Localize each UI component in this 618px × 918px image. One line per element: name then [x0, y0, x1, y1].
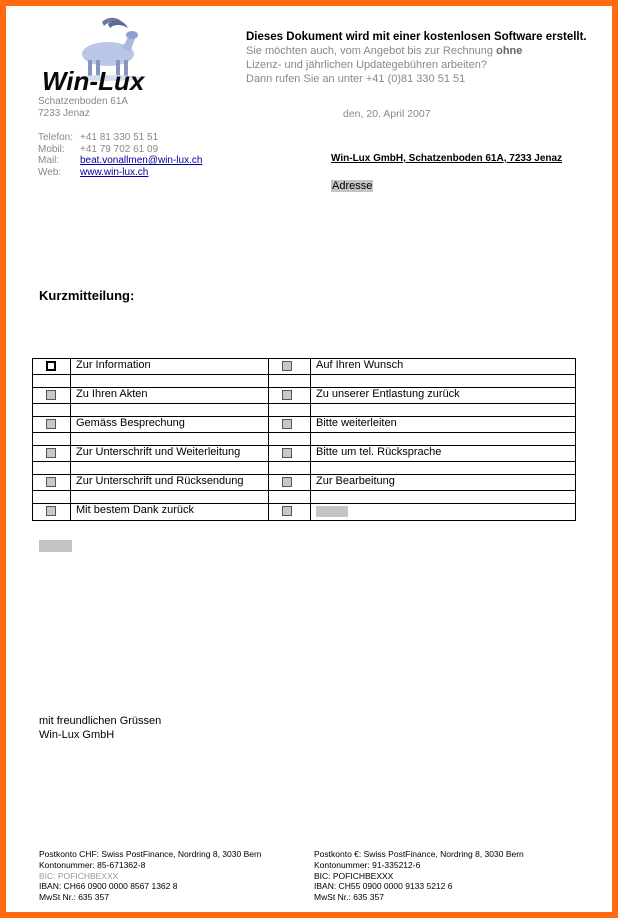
checkbox-cell — [269, 359, 311, 375]
checklist-label-left: Zur Unterschrift und Weiterleitung — [71, 446, 269, 462]
promo-line-3: Dann rufen Sie an unter +41 (0)81 330 51 51 — [246, 73, 466, 85]
logo-text: Win-Lux — [42, 66, 145, 96]
contact-label: Web: — [38, 166, 62, 178]
promo-line-2: Lizenz- und jährlichen Updategebühren arbeiten? — [246, 59, 487, 71]
return-address: Win-Lux GmbH, Schatzenboden 61A, 7233 Jenaz — [331, 153, 563, 164]
contact-block — [38, 132, 202, 178]
checkbox-cell — [269, 388, 311, 404]
contact-label: Telefon: — [38, 132, 74, 143]
checkbox-right[interactable] — [282, 477, 292, 487]
spacer-cell — [311, 491, 576, 504]
checkbox-left[interactable] — [46, 477, 56, 487]
sender-address — [38, 96, 128, 119]
contact-row-phone — [38, 132, 202, 144]
email-link[interactable]: beat.vonallmen@win-lux.ch — [80, 155, 203, 166]
contact-value: +41 79 702 61 09 — [80, 143, 159, 155]
checklist-label-left: Zu Ihren Akten — [71, 388, 269, 404]
checkbox-left[interactable] — [46, 419, 56, 429]
checkbox-cell — [33, 388, 71, 404]
checklist-spacer-row — [33, 404, 576, 417]
promo-line-1-bold: ohne — [496, 45, 523, 57]
website-link[interactable]: www.win-lux.ch — [80, 166, 149, 178]
checkbox-cell — [269, 417, 311, 433]
checklist-label-left: Zur Information — [71, 359, 269, 375]
checkbox-right[interactable] — [282, 419, 292, 429]
checklist-row — [33, 504, 576, 521]
footer-line: MwSt Nr.: 635 357 — [39, 892, 109, 903]
footer-line: BIC: POFICHBEXXX — [314, 870, 394, 881]
contact-label: Mobil: — [38, 143, 65, 155]
promo-line-1-text: Sie möchten auch, vom Angebot bis zur Rechnung — [246, 45, 494, 57]
checklist-label-left: Zur Unterschrift und Rücksendung — [71, 475, 269, 491]
document-page — [6, 6, 612, 912]
checklist-row — [33, 359, 576, 375]
checkbox-cell — [269, 504, 311, 521]
recipient-address-field[interactable]: Adresse — [332, 180, 373, 192]
checkbox-right[interactable] — [282, 390, 292, 400]
checklist-row — [33, 475, 576, 491]
checkbox-cell — [269, 475, 311, 491]
checkbox-right[interactable] — [282, 448, 292, 458]
spacer-cell — [269, 404, 311, 417]
footer-line: Postkonto €: Swiss PostFinance, Nordring 8, 3030 Bern — [314, 849, 524, 859]
checkbox-cell — [33, 446, 71, 462]
win-lux-logo — [38, 14, 198, 96]
spacer-cell — [71, 462, 269, 475]
footer-line: MwSt Nr.: 635 357 — [314, 892, 384, 903]
contact-value: +41 81 330 51 51 — [80, 132, 159, 143]
checklist-spacer-row — [33, 433, 576, 446]
checklist-row — [33, 446, 576, 462]
footer-bank-eur — [314, 849, 524, 903]
checklist-spacer-row — [33, 491, 576, 504]
spacer-cell — [33, 491, 71, 504]
checklist-label-left: Mit bestem Dank zurück — [71, 504, 269, 521]
spacer-cell — [33, 433, 71, 446]
checkbox-cell — [33, 417, 71, 433]
sender-city: 7233 Jenaz — [38, 107, 90, 119]
contact-row-web — [38, 167, 202, 179]
footer-line: BIC: POFICHBEXXX — [39, 870, 119, 881]
checkbox-cell — [33, 475, 71, 491]
spacer-cell — [71, 375, 269, 388]
checklist-spacer-row — [33, 462, 576, 475]
promo-block — [246, 30, 606, 86]
checkbox-cell — [269, 446, 311, 462]
contact-row-mobile — [38, 144, 202, 156]
checklist-label-right: Auf Ihren Wunsch — [311, 359, 576, 375]
spacer-cell — [311, 404, 576, 417]
checklist-label-right: Zu unserer Entlastung zurück — [311, 388, 576, 404]
custom-option-field[interactable] — [316, 506, 348, 517]
checkbox-right[interactable] — [282, 361, 292, 371]
checklist-table — [32, 358, 576, 521]
sender-street: Schatzenboden 61A — [38, 96, 129, 107]
spacer-cell — [269, 491, 311, 504]
footer-line: IBAN: CH55 0900 0000 9133 5212 6 — [314, 881, 453, 892]
checkbox-cell — [33, 504, 71, 521]
checkbox-left[interactable] — [46, 506, 56, 516]
checkbox-right[interactable] — [282, 506, 292, 516]
promo-line-1 — [246, 44, 606, 58]
closing-block — [39, 714, 161, 742]
checkbox-left[interactable] — [46, 390, 56, 400]
checkbox-left[interactable] — [46, 448, 56, 458]
footer-bank-chf — [39, 849, 262, 903]
spacer-cell — [33, 375, 71, 388]
checklist-label-right: Bitte um tel. Rücksprache — [311, 446, 576, 462]
spacer-cell — [311, 433, 576, 446]
checkbox-cell — [33, 359, 71, 375]
spacer-cell — [33, 404, 71, 417]
spacer-cell — [71, 491, 269, 504]
spacer-cell — [269, 462, 311, 475]
spacer-cell — [311, 375, 576, 388]
contact-label: Mail: — [38, 155, 60, 166]
spacer-cell — [71, 404, 269, 417]
note-text-field[interactable] — [39, 540, 72, 552]
checklist-row — [33, 388, 576, 404]
footer-line: IBAN: CH66 0900 0000 8567 1362 8 — [39, 881, 178, 892]
footer-line: Kontonummer: 91-335212-6 — [314, 859, 421, 870]
checklist-row — [33, 417, 576, 433]
spacer-cell — [269, 375, 311, 388]
promo-headline: Dieses Dokument wird mit einer kostenlosen Software erstellt. — [246, 31, 587, 43]
spacer-cell — [33, 462, 71, 475]
contact-row-mail — [38, 155, 202, 167]
footer-line: Postkonto CHF: Swiss PostFinance, Nordring 8, 3030 Bern — [39, 849, 262, 859]
closing-company: Win-Lux GmbH — [39, 729, 115, 741]
document-date: den, 20. April 2007 — [343, 108, 431, 120]
spacer-cell — [311, 462, 576, 475]
closing-greeting: mit freundlichen Grüssen — [39, 715, 162, 727]
checklist-custom-cell — [311, 504, 576, 521]
spacer-cell — [71, 433, 269, 446]
checklist-label-right: Bitte weiterleiten — [311, 417, 576, 433]
checklist-label-right: Zur Bearbeitung — [311, 475, 576, 491]
checkbox-left[interactable] — [46, 361, 56, 371]
footer-line: Kontonummer: 85-671362-8 — [39, 859, 146, 870]
checklist-label-left: Gemäss Besprechung — [71, 417, 269, 433]
spacer-cell — [269, 433, 311, 446]
checklist-spacer-row — [33, 375, 576, 388]
page-title: Kurzmitteilung: — [39, 288, 135, 303]
